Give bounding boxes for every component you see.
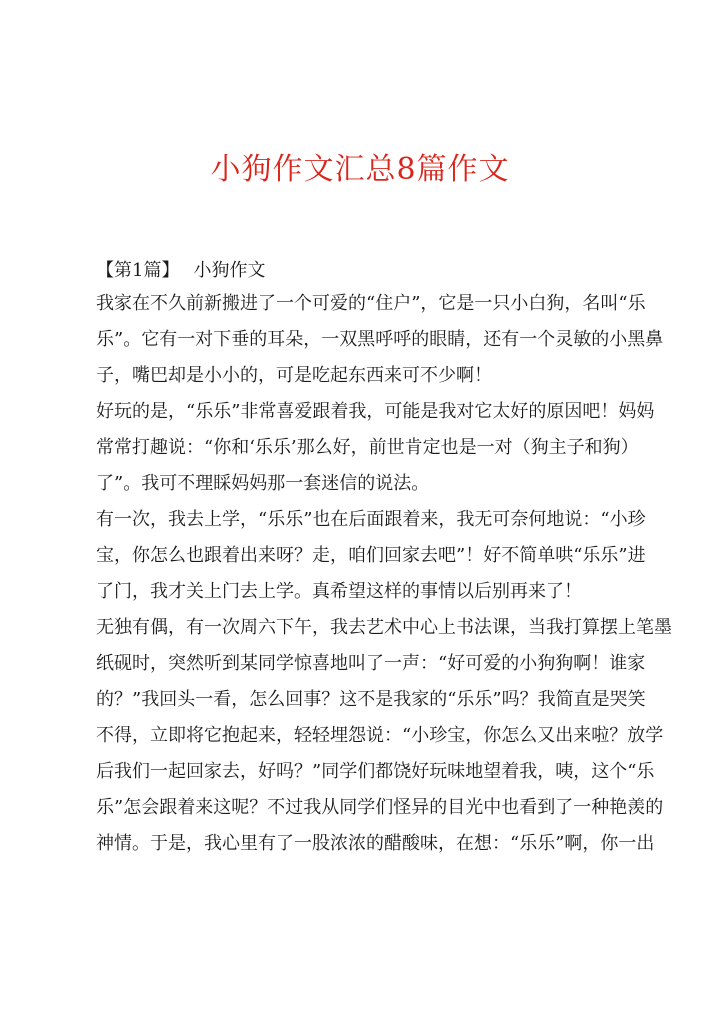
document-title: 小狗作文汇总8篇作文 xyxy=(210,152,510,187)
text-line: 了”。我可不理睬妈妈那一套迷信的说法。 xyxy=(96,473,430,494)
text-line: 不得，立即将它抱起来，轻轻埋怨说：“小珍宝，你怎么又出来啦？放学 xyxy=(96,725,664,746)
text-line: 了门，我才关上门去上学。真希望这样的事情以后别再来了！ xyxy=(96,581,582,602)
text-line: 的？”我回头一看，怎么回事？这不是我家的“乐乐”吗？我简直是哭笑 xyxy=(96,689,646,710)
text-line: 后我们一起回家去，好吗？”同学们都饶好玩味地望着我，咦，这个“乐 xyxy=(96,761,655,782)
text-line: 宝，你怎么也跟着出来呀？走，咱们回家去吧”！好不简单哄“乐乐”进 xyxy=(96,545,646,566)
text-line: 子，嘴巴却是小小的，可是吃起东西来可不少啊！ xyxy=(96,365,492,386)
text-line: 常常打趣说：“你和‘乐乐’那么好，前世肯定也是一对（狗主子和狗） xyxy=(96,437,639,458)
text-line: 神情。于是，我心里有了一股浓浓的醋酸味，在想：“乐乐”啊，你一出 xyxy=(96,833,655,854)
text-line: 好玩的是，“乐乐”非常喜爱跟着我，可能是我对它太好的原因吧！妈妈 xyxy=(96,401,655,422)
section-name: 小狗作文 xyxy=(193,260,266,281)
document-body xyxy=(96,256,672,865)
section-header xyxy=(96,256,636,286)
text-line: 纸砚时，突然听到某同学惊喜地叫了一声：“好可爱的小狗狗啊！谁家 xyxy=(96,653,646,674)
section-label: 【第1篇】 xyxy=(96,260,180,281)
text-line: 乐”。它有一对下垂的耳朵，一双黑呼呼的眼睛，还有一个灵敏的小黑鼻 xyxy=(96,329,664,350)
text-line: 无独有偶，有一次周六下午，我去艺术中心上书法课，当我打算摆上笔墨 xyxy=(96,617,672,638)
text-line: 我家在不久前新搬进了一个可爱的“住户”，它是一只小白狗，名叫“乐 xyxy=(96,293,646,314)
text-line: 乐”怎会跟着来这呢？不过我从同学们怪异的目光中也看到了一种艳羡的 xyxy=(96,797,664,818)
text-line: 有一次，我去上学，“乐乐”也在后面跟着来，我无可奈何地说：“小珍 xyxy=(96,509,646,530)
